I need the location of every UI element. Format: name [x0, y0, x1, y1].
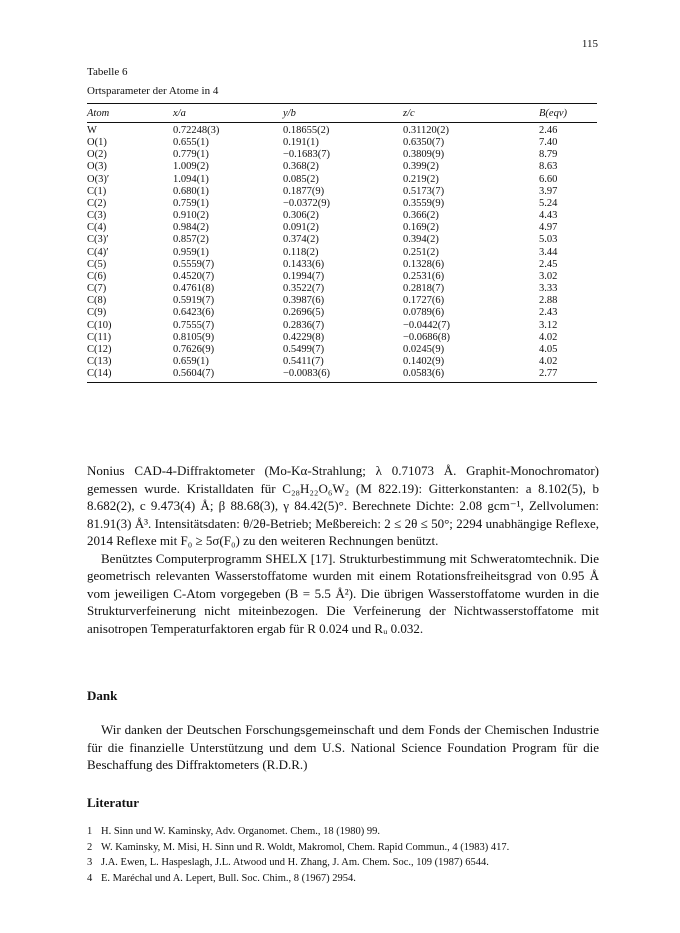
table-row	[87, 222, 597, 234]
cell-atom: C(3)	[87, 210, 107, 222]
reference-text: J.A. Ewen, L. Haspeslagh, J.L. Atwood und H. Zhang, J. Am. Chem. Soc., 109 (1987) 6544.	[101, 857, 489, 868]
header-x: x/a	[173, 107, 186, 119]
cell-y: 0.191(1)	[283, 137, 319, 149]
cell-beqv: 2.46	[539, 125, 558, 136]
cell-z: 0.1328(6)	[403, 258, 445, 270]
cell-beqv: 2.77	[539, 368, 558, 380]
cell-x: 0.8105(9)	[173, 331, 215, 343]
table-row	[87, 198, 597, 210]
cell-x: 0.4761(8)	[173, 283, 215, 295]
dank-text: Wir danken der Deutschen Forschungsgemeinschaft und dem Fonds der Chemischen Industrie für die finanzielle Unterstützung und dem U.S. National Science Foundation Program für die Beschaffung des Diffraktometers (R.D.R.)	[87, 722, 599, 772]
cell-y: 0.5499(7)	[283, 343, 325, 355]
cell-y: 0.118(2)	[283, 246, 319, 258]
cell-beqv: 4.43	[539, 210, 558, 222]
reference-number: 3	[87, 857, 93, 868]
cell-z: −0.0442(7)	[403, 319, 451, 331]
cell-x: 0.759(1)	[173, 197, 209, 209]
cell-beqv: 4.02	[539, 331, 558, 343]
reference-item	[87, 855, 607, 871]
table-row	[87, 234, 597, 246]
cell-beqv: 8.79	[539, 149, 558, 161]
cell-z: 0.3809(9)	[403, 149, 445, 161]
cell-z: 0.1402(9)	[403, 355, 445, 367]
cell-z: 0.251(2)	[403, 246, 439, 258]
cell-beqv: 7.40	[539, 137, 558, 149]
cell-y: 0.374(2)	[283, 234, 319, 246]
cell-z: 0.6350(7)	[403, 137, 445, 149]
dank-heading: Dank	[87, 688, 118, 703]
cell-x: 1.009(2)	[173, 161, 209, 173]
table-title: Tabelle 6	[87, 66, 128, 78]
cell-atom: C(9)	[87, 307, 107, 319]
cell-atom: O(1)	[87, 137, 107, 149]
cell-atom: C(11)	[87, 331, 112, 343]
table-row	[87, 307, 597, 319]
cell-x: 1.094(1)	[173, 173, 209, 185]
header-y: y/b	[283, 107, 296, 119]
reference-item	[87, 824, 607, 840]
cell-z: 0.219(2)	[403, 173, 439, 185]
cell-z: 0.5173(7)	[403, 185, 445, 197]
cell-x: 0.72248(3)	[173, 125, 220, 136]
table-block	[87, 66, 597, 383]
paragraph-diffractometer: Nonius CAD-4-Diffraktometer (Mo-Kα-Strahlung; λ 0.71073 Å. Graphit-Monochromator) gemessen wurde. Kristalldaten für C₂₈H₂₂O₆W₂ (M 822.19): Gitterkonstanten: a 8.102(5), b 8.682(2), c 9.473(4) Å; β 88.68(3), γ 84.42(5)°. Berechnete Dichte: 2.08 gcm⁻¹, Zellvolumen: 81.91(3) Å³. Intensitätsdaten: θ/2θ-Betrieb; Meßbereich: 2 ≤ 2θ ≤ 50°; 2294 unabhängige Reflexe, 2014 Reflexe mit F₀ ≥ 5σ(F₀) zu den weiteren Rechnungen benützt.	[87, 463, 599, 548]
cell-z: 0.394(2)	[403, 234, 439, 246]
cell-atom: C(7)	[87, 283, 107, 295]
cell-atom: O(3)	[87, 161, 107, 173]
table-row	[87, 149, 597, 161]
cell-beqv: 2.45	[539, 258, 558, 270]
table-row	[87, 247, 597, 259]
cell-atom: O(3)′	[87, 173, 110, 185]
cell-atom: C(12)	[87, 343, 112, 355]
cell-x: 0.984(2)	[173, 222, 209, 234]
cell-beqv: 2.88	[539, 295, 558, 307]
table-row	[87, 210, 597, 222]
table-row	[87, 344, 597, 356]
table-row	[87, 161, 597, 173]
cell-beqv: 4.02	[539, 355, 558, 367]
table-row	[87, 295, 597, 307]
table-row	[87, 320, 597, 332]
reference-text: W. Kaminsky, M. Misi, H. Sinn und R. Woldt, Makromol, Chem. Rapid Commun., 4 (1983) 417.	[101, 841, 510, 853]
cell-beqv: 2.43	[539, 307, 558, 319]
cell-y: 0.1877(9)	[283, 185, 325, 197]
cell-atom: C(5)	[87, 258, 107, 270]
page-number: 115	[581, 38, 598, 50]
cell-y: 0.1433(6)	[283, 258, 325, 270]
cell-atom: C(8)	[87, 295, 107, 307]
cell-y: 0.2836(7)	[283, 319, 325, 331]
cell-y: 0.368(2)	[283, 161, 319, 173]
reference-number: 2	[87, 841, 93, 853]
cell-z: 0.169(2)	[403, 222, 439, 234]
cell-beqv: 3.44	[539, 246, 558, 258]
cell-x: 0.7626(9)	[173, 343, 215, 355]
cell-z: 0.0245(9)	[403, 343, 445, 355]
header-z: z/c	[403, 107, 415, 119]
cell-y: 0.3987(6)	[283, 295, 325, 307]
cell-x: 0.4520(7)	[173, 270, 215, 282]
table-row	[87, 174, 597, 186]
cell-atom: C(2)	[87, 197, 107, 209]
reference-number: 1	[87, 826, 93, 837]
cell-beqv: 6.60	[539, 173, 558, 185]
cell-z: 0.1727(6)	[403, 295, 445, 307]
cell-atom: C(4)′	[87, 246, 109, 258]
reference-number: 4	[87, 872, 93, 884]
cell-x: 0.959(1)	[173, 246, 209, 258]
cell-beqv: 3.33	[539, 283, 558, 295]
cell-z: 0.31120(2)	[403, 125, 449, 136]
header-atom: Atom	[87, 107, 110, 119]
table-subtitle: Ortsparameter der Atome in 4	[87, 85, 219, 97]
cell-beqv: 4.97	[539, 222, 558, 234]
cell-y: 0.2696(5)	[283, 307, 325, 319]
reference-item	[87, 871, 607, 887]
cell-x: 0.659(1)	[173, 355, 209, 367]
cell-y: 0.1994(7)	[283, 270, 325, 282]
cell-atom: C(1)	[87, 185, 107, 197]
reference-text: E. Maréchal und A. Lepert, Bull. Soc. Chim., 8 (1967) 2954.	[101, 872, 356, 884]
cell-x: 0.655(1)	[173, 137, 209, 149]
cell-x: 0.6423(6)	[173, 307, 215, 319]
cell-x: 0.5604(7)	[173, 368, 215, 380]
paragraph-refinement: Benütztes Computerprogramm SHELX [17]. Strukturbestimmung mit Schweratomtechnik. Die geometrisch relevanten Wasserstoffatome wurden mit einem Rotationsfreiheitsgrad von 0.95 Å vom jeweiligen C-Atom vorgegeben (B = 5.5 Å²). Die übrigen Wasserstoffatome wurden in die Strukturverfeinerung nicht miteinbezogen. Die Verfeinerung der Nichtwasserstoffatome mit anisotropen Temperaturfaktoren ergab für R 0.024 und Rᵤ 0.032.	[87, 550, 599, 636]
reference-text: H. Sinn und W. Kaminsky, Adv. Organomet. Chem., 18 (1980) 99.	[101, 826, 381, 837]
atom-parameters-table	[87, 103, 597, 383]
cell-atom: C(10)	[87, 319, 112, 331]
cell-z: 0.366(2)	[403, 210, 439, 222]
cell-y: −0.0372(9)	[283, 197, 331, 209]
reference-list	[87, 824, 607, 886]
cell-y: 0.4229(8)	[283, 331, 325, 343]
table-row	[87, 356, 597, 368]
cell-beqv: 3.97	[539, 185, 558, 197]
cell-y: 0.5411(7)	[283, 355, 324, 367]
cell-y: 0.3522(7)	[283, 283, 325, 295]
cell-atom: C(14)	[87, 368, 112, 380]
cell-x: 0.5559(7)	[173, 258, 215, 270]
cell-atom: O(2)	[87, 149, 107, 161]
cell-z: −0.0686(8)	[403, 331, 451, 343]
cell-atom: W	[87, 125, 97, 136]
cell-x: 0.680(1)	[173, 185, 209, 197]
cell-beqv: 5.03	[539, 234, 558, 246]
cell-z: 0.0583(6)	[403, 368, 445, 380]
table-header-row	[87, 104, 597, 123]
table-row	[87, 368, 597, 383]
cell-y: 0.091(2)	[283, 222, 319, 234]
cell-atom: C(6)	[87, 270, 107, 282]
cell-y: 0.306(2)	[283, 210, 319, 222]
cell-beqv: 4.05	[539, 343, 558, 355]
cell-z: 0.399(2)	[403, 161, 439, 173]
table-row	[87, 186, 597, 198]
table-row	[87, 259, 597, 271]
cell-z: 0.3559(9)	[403, 197, 445, 209]
literatur-heading: Literatur	[87, 795, 139, 810]
table-row	[87, 283, 597, 295]
table-row	[87, 332, 597, 344]
methods-text	[87, 462, 599, 637]
cell-beqv: 5.24	[539, 197, 558, 209]
cell-beqv: 8.63	[539, 161, 558, 173]
cell-y: −0.0083(6)	[283, 368, 331, 380]
cell-beqv: 3.02	[539, 270, 558, 282]
cell-x: 0.910(2)	[173, 210, 209, 222]
cell-y: 0.18655(2)	[283, 125, 330, 136]
cell-atom: C(13)	[87, 355, 112, 367]
dank-section	[87, 721, 599, 774]
reference-item	[87, 840, 607, 856]
table-row	[87, 123, 597, 138]
cell-z: 0.0789(6)	[403, 307, 445, 319]
cell-atom: C(4)	[87, 222, 107, 234]
cell-z: 0.2818(7)	[403, 283, 445, 295]
table-row	[87, 271, 597, 283]
cell-x: 0.779(1)	[173, 149, 209, 161]
cell-x: 0.857(2)	[173, 234, 209, 246]
cell-y: 0.085(2)	[283, 173, 319, 185]
cell-x: 0.7555(7)	[173, 319, 215, 331]
cell-x: 0.5919(7)	[173, 295, 215, 307]
cell-z: 0.2531(6)	[403, 270, 445, 282]
cell-atom: C(3)′	[87, 234, 109, 246]
cell-beqv: 3.12	[539, 319, 558, 331]
header-beqv: B(eqv)	[539, 107, 567, 119]
cell-y: −0.1683(7)	[283, 149, 331, 161]
table-row	[87, 137, 597, 149]
